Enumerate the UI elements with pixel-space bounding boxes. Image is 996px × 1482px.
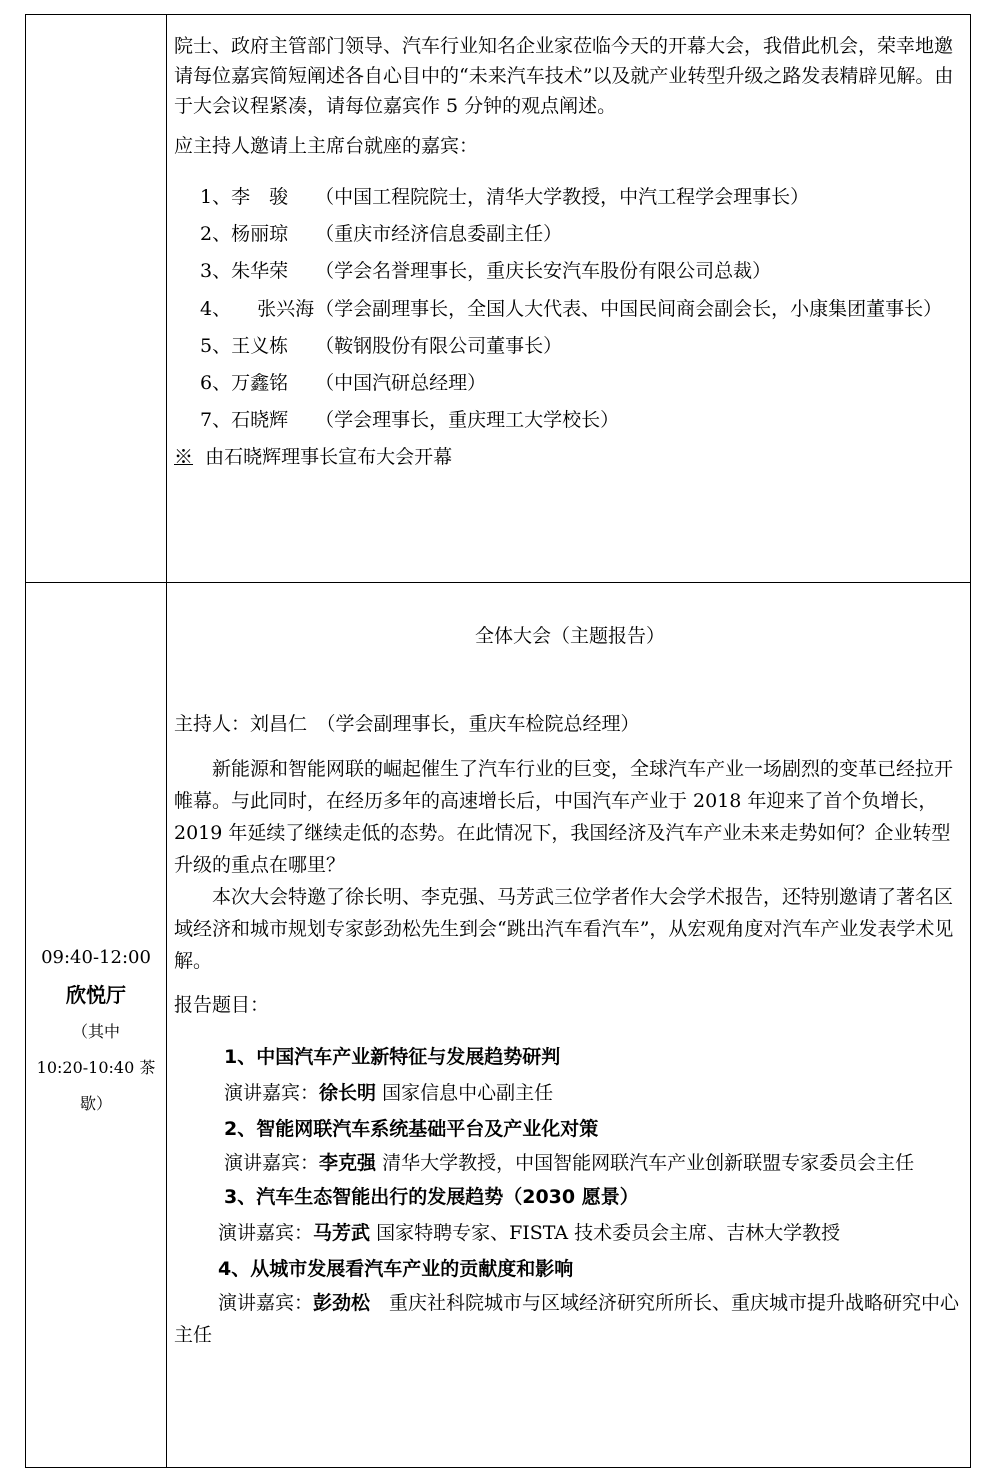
- report-list: [174, 1039, 966, 1351]
- report-speaker: 演讲嘉宾：马芳武 国家特聘专家、FISTA 技术委员会主席、吉林大学教授: [218, 1222, 841, 1244]
- guest-item: 5、王义栋 （鞍钢股份有限公司董事长）: [200, 335, 563, 357]
- opening-note: [174, 439, 966, 476]
- row-divider: [26, 582, 970, 583]
- host-invite-label: 应主持人邀请上主席台就座的嘉宾：: [174, 135, 479, 157]
- reports-label: 报告题目：: [174, 994, 270, 1016]
- report-title: 3、汽车生态智能出行的发展趋势（2030 愿景）: [224, 1186, 639, 1208]
- session-time: 09:40-12:00: [41, 947, 151, 968]
- guest-item: 1、李 骏 （中国工程院院士，清华大学教授，中汽工程学会理事长）: [200, 186, 810, 208]
- guest-item: 2、杨丽琼 （重庆市经济信息委副主任）: [200, 223, 563, 245]
- column-divider: [166, 15, 167, 1467]
- report-title: 4、从城市发展看汽车产业的贡献度和影响: [218, 1258, 574, 1280]
- report-speaker: 演讲嘉宾：徐长明 国家信息中心副主任: [224, 1082, 554, 1104]
- time-cell: [26, 940, 166, 1122]
- guest-item: 6、万鑫铭 （中国汽研总经理）: [200, 372, 487, 394]
- opening-note-text: 由石晓辉理事长宣布大会开幕: [205, 446, 453, 468]
- guest-item: 4、 张兴海（学会副理事长，全国人大代表、中国民间商会副会长，小康集团董事长）: [200, 298, 943, 320]
- guest-item: 3、朱华荣 （学会名誉理事长，重庆长安汽车股份有限公司总裁）: [200, 260, 772, 282]
- tea-break-note-3: 歇）: [79, 1094, 112, 1113]
- intro-paragraph-1: 新能源和智能网联的崛起催生了汽车行业的巨变，全球汽车产业一场剧烈的变革已经拉开帷幕。与此同时，在经历多年的高速增长后，中国汽车产业于 2018 年迎来了首个负增长，2019 年延续了继续走低的态势。在此情况下，我国经济及汽车产业未来走势如何？企业转型升级的重点在哪里？: [174, 758, 954, 876]
- guest-list: [174, 179, 966, 439]
- report-title: 2、智能网联汽车系统基础平台及产业化对策: [224, 1118, 599, 1140]
- session-title: 全体大会（主题报告）: [474, 625, 665, 647]
- report-speaker: 演讲嘉宾：李克强 清华大学教授，中国智能网联汽车产业创新联盟专家委员会主任: [224, 1152, 915, 1174]
- tea-break-note-2: 10:20-10:40 茶: [36, 1058, 156, 1077]
- moderator: 主持人：刘昌仁 （学会副理事长，重庆车检院总经理）: [174, 713, 640, 735]
- guest-item: 7、石晓辉 （学会理事长，重庆理工大学校长）: [200, 409, 620, 431]
- report-speaker: 演讲嘉宾：彭劲松 重庆社科院城市与区域经济研究所所长、重庆城市提升战略研究中心主任: [174, 1292, 960, 1346]
- session-room: 欣悦厅: [66, 983, 126, 1007]
- reference-mark-icon: ※: [174, 446, 194, 468]
- intro-paragraph-2: 本次大会特邀了徐长明、李克强、马芳武三位学者作大会学术报告，还特别邀请了著名区域经济和城市规划专家彭劲松先生到会“跳出汽车看汽车”，从宏观角度对汽车产业发表学术见解。: [174, 886, 954, 972]
- tea-break-note-1: （其中: [71, 1022, 120, 1041]
- agenda-table: [25, 14, 971, 1468]
- opening-paragraph: 院士、政府主管部门领导、汽车行业知名企业家莅临今天的开幕大会，我借此机会，荣幸地邀请每位嘉宾简短阐述各自心目中的“未来汽车技术”以及就产业转型升级之路发表精辟见解。由于大会议程紧凑，请每位嘉宾作 5 分钟的观点阐述。: [174, 35, 954, 117]
- report-title: 1、中国汽车产业新特征与发展趋势研判: [224, 1046, 561, 1068]
- row2-content: [174, 621, 966, 1351]
- row1-content: [174, 31, 966, 476]
